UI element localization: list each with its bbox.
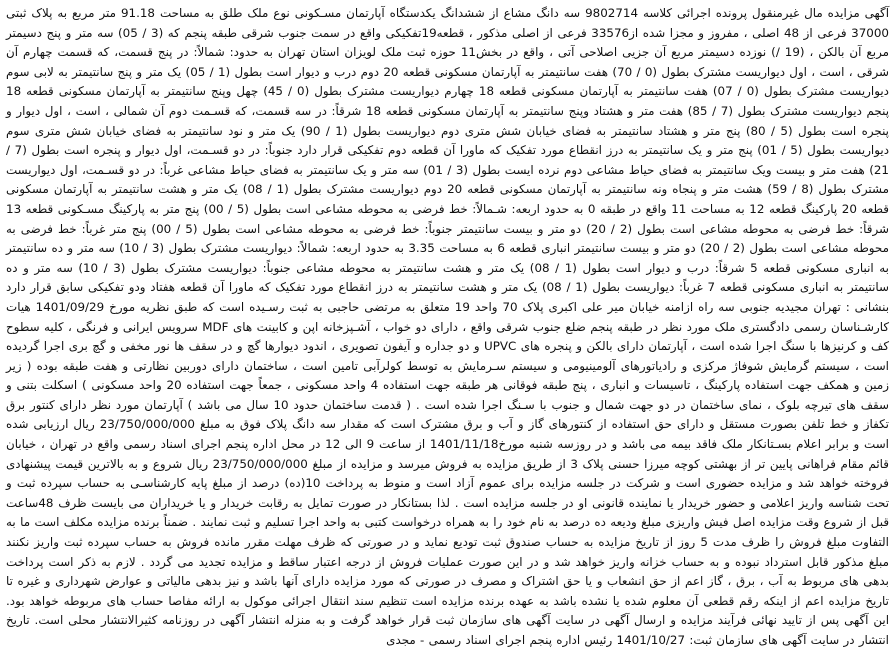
auction-notice-text: آگهی مزایده مال غیرمنقول پرونده اجرائی کلاسه 9802714 سه دانگ مشاع از ششدانگ یکدستگاه آپارتمان مسـکونی نوع ملک طلق به مساحت 91.18 متر مربع به پلاک ثبتی 37000 فرعی از 48 اصلی ، مفروز و مجزا شده از33576 فرعی از اصلی مذکور ، قطعه19تفکیکی واقع در سمت جنوب شرقی طبقه پنجم که (3 / 05) سه متر و پنج دسیمتر مربع آن بالکن ، (19 /) نوزده دسیمتر مربع آن جزیی اصلاحی آتی ، واقع در بخش11 حوزه ثبت ملک لویزان استان تهران به حدود: شمالاً: در پنج قسمت، که قسمت چهارم آن شرقی ، است ، اول دیواریست مشترک بطول (0 / 70) هفت سانتیمتر به آپارتمان مسکونی قطعه 20 دوم درب و دیوار است بطول (1 / 05) یک متر و پنج سانتیمتر به لابی سوم دیواریست مشترک بطول (0 / 07) هفت سانتیمتر به آپارتمان مسکونی قطعه 18 چهارم دیواریست مشترک بطول (0 / 45) چهل وپنج سانتیمتر به آپارتمان مسکونی قطعه 18 پنجم دیواریست مشترک بطول (7 / 85) هفت متر و هشتاد وپنج سانتیمتر به آپارتمان مسکونی قطعه 18 شرقاً: در سه قسمت، که قسـمت دوم آن شمالی ، است ، اول دیوار و پنجره است بطول (5 / 80) پنج متر و هشتاد سانتیمتر به فضای خیابان شش متری دوم دیواریست بطول (1 / 90) یک متر و نود سانتیمتر به فضای خیابان شش متری سوم دیواریست بطول (5 / 01) پنج متر و یک سانتیمتر به درز انقطاع مورد تفکیک که ماورا آن قطعه دوم تفکیکی قرار دارد جنوباً: در دو قسـمت، اول دیوار و پنجره است بطول (7 / 21) هفت متر و بیست ویک سانتیمتر به فضای حیاط مشاعی دوم نرده ایست بطول (3 / 01) سه متر و یک سانتیمتر به فضای حیاط مشاعی غرباً: در دو قسـمت، اول دیواریست مشترک بطول (8 / 59) هشت متر و پنجاه ونه سانتیمتر به آپارتمان مسکونی قطعه 20 دوم دیواریست مشترک بطول (1 / 08) یک متر و هشت سانتیمتر به آپارتمان مسکونی قطعه 20 پارکینگ قطعه 12 به مساحت 11 واقع در طبقه 0 به حدود اربعه: شـمالاً: خط فرضی به محوطه مشاعی است بطول (5 / 00) پنج متر به پارکینگ مسـکونی قطعه 13 شرقاً: خط فرضی به محوطه مشاعی است بطول (2 / 20) دو متر و بیست سانتیمتر جنوباً: خط فرضی به محوطه مشاعی است بطول (5 / 00) پنج متر غرباً: خط فرضی به محوطه مشاعی است بطول (2 / 20) دو متر و بیست سانتیمتر انباری قطعه 6 به مساحت 3.35 به حدود اربعه: شمالاً: دیواریست مشترک بطول (3 / 10) سه متر و ده سانتیمتر به انباری مسکونی قطعه 5 شرقاً: درب و دیوار است بطول (1 / 08) یک متر و هشت سانتیمتر به محوطه مشاعی جنوباً: دیواریست مشترک بطول (3 / 10) سه متر و ده سانتیمتر به انباری مسکونی قطعه 7 غرباً: دیواریست بطول (1 / 08) یک متر و هشت سانتیمتر به درز انقطاع مورد تفکیک که ماورا آن قطعه هفتاد ودو تفکیکی سابق قرار دارد بنشانی : تهران مجیدیه جنوبی سه راه ازامنه خیابان میر علی اکبری پلاک 70 واحد 19 متعلق به مرتضی حاجبی به ثبت رسـیده است که طبق نظریه مورخ 1401/09/29 هیات کارشـناسان رسمی دادگستری ملک مورد نظر در طبقه پنجم ضلع جنوب شرقی واقع ، دارای دو خواب ، آشـپزخانه اپن و کابینت های MDF سرویس ایرانی و فرنگی ، کلیه سطوح کف و کرنیزها با سنگ اجرا شده است ، آپارتمان دارای بالکن و پنجره های UPVC و دو جداره و آیفون تصویری ، اندود دیوارها گچ و در سقف ها نور مخفی و گچ بری اجرا گردیده است ، سیستم گرمایش شوفاژ مرکزی و رادیاتورهای آلومینیومی و سیستم سـرمایش به توسط کولرآبی تامین است ، ساختمان دارای دوربین نظارتی و هفت طبقه بوده ( زیر زمین و همکف جهت استفاده پارکینگ ، تاسیسات و انباری ، پنج طبقه فوقانی هر طبقه جهت استفاده 4 واحد مسکونی ، جمعاً جهت استفاده 20 واحد مسکونی ) اسکلت بتنی و سقف های تیرچه بلوک ، نمای ساختمان در دو جهت شمال و جنوب با سـنگ اجرا شده است . ( قدمت ساختمان حدود 10 سال می باشد ) آپارتمان مورد نظر دارای کنتور برق تکفاز و خط تلفن بصورت مستقل و دارای حق استفاده از کنتورهای گاز و آب و برق مشترک است که مقدار سه دانگ پلاک فوق به مبلغ 23/750/000/000 ریال ارزیابی شده است و برابر اعلام بسـتانکار ملک فاقد بیمه می باشد و در روزسه شنبه مورخ1401/11/18 از ساعت 9 الی 12 در محل اداره پنجم اجرای اسناد رسمی واقع در تهران ، خیابان قائم مقام فراهانی پایین تر از بهشتی کوچه میرزا حسنی پلاک 3 از طریق مزایده به فروش میرسد و مزایده از مبلغ 23/750/000/000 ریال شروع و به بالاترین قیمت پیشنهادی فروخته خواهد شد و مزایده حضوری است و شرکت در جلسه مزایده برای عموم آزاد است و منوط به پرداخت 10(ده) درصد از مبلغ پایه کارشناسـی به حساب سپرده ثبت و تحت شناسه واریز اعلامی و حضور خریدار یا نماینده قانونی او در جلسه مزایده است . لذا بستانکار در صورت تمایل به رقابت خریدار و یا خریداران می بایست ظرف 48ساعت قبل از شروع وقت مزایده اصل فیش واریزی مبلغ ودیعه ده درصد به نام خود را به همراه درخواست کتبی به واحد اجرا تسلیم و ثبت نمایند . ضمناً برنده مزایده مکلف است ما به التفاوت مبلغ فروش را ظرف مدت 5 روز از تاریخ مزایده به حساب صندوق ثبت تودیع نماید و در صورتی که ظرف مهلت مقرر مانده فروش به حساب سپرده ثبت واریز نکنند مبلغ مذکور قابل استرداد نبوده و به حساب خزانه واریز خواهد شد و در این صورت عملیات فروش از درجه اعتبار ساقط و مزایده تجدید می گردد . لازم به ذکر است پرداخت بدهی های مربوط به آب ، برق ، گاز اعم از حق انشعاب و یا حق اشتراک و مصرف در صورتی که مورد مزایده دارای آنها باشد و نیز بدهی مالیاتی و عوارض شهرداری و غیره تا تاریخ مزایده اعم از اینکه رقم قطعی آن معلوم شده یا نشده باشد به عهده برنده مزایده است تنظیم سند انتقال اجرائی موکول به ارائه مفاصا حساب های مربوطه خواهد بود. این آگهی پس از تایید نهائی فرآیند مزایده و ارسال آگهی در سایت آگهی های سازمان ثبت قرار خواهد گرفت و به منزله انتشار آگهی در روزنامه کثیرالانتشار محلی است. تاریخ انتشار در سایت آگهی های سازمان ثبت: 1401/10/27 رئیس اداره پنجم اجرای اسناد رسمی - مجدی: [6, 6, 890, 647]
